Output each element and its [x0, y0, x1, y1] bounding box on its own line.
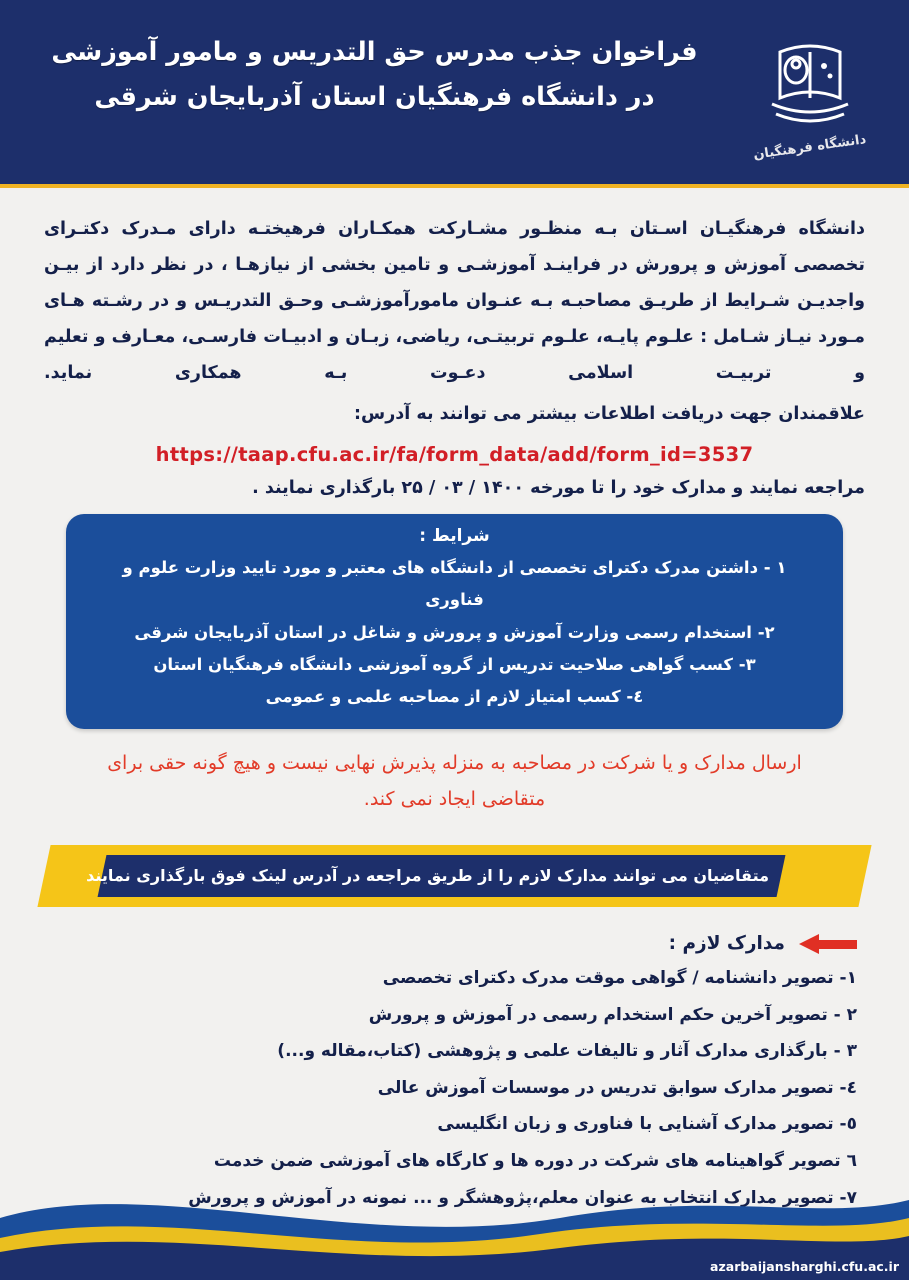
- list-item: ۳ - بارگذاری مدارک آثار و تالیفات علمی و پژوهشی (کتاب،مقاله و...): [277, 1041, 857, 1062]
- banner-text: متقاضیان می توانند مدارک لازم را از طریق مراجعه در آدرس لینک فوق بارگذاری نمایند: [86, 866, 769, 886]
- poster-header: [0, 0, 909, 188]
- condition-item: ۳- کسب گواهی صلاحیت تدریس از گروه آموزشی دانشگاه فرهنگیان استان: [153, 654, 756, 674]
- footer-website-url: azarbaijansharghi.cfu.ac.ir: [710, 1259, 899, 1274]
- required-documents-title: مدارک لازم :: [668, 933, 785, 955]
- intro-section: [44, 212, 865, 433]
- conditions-list: [92, 552, 817, 713]
- list-item: ٥- تصویر مدارک آشنایی با فناوری و زبان انگلیسی: [437, 1114, 857, 1135]
- conditions-box: [66, 514, 843, 729]
- condition-item: ۲- استخدام رسمی وزارت آموزش و پرورش و شاغل در استان آذربایجان شرقی: [134, 622, 775, 642]
- logo-caption: دانشگاه فرهنگیان: [752, 131, 868, 163]
- poster-footer: [0, 1160, 909, 1280]
- intro-paragraph-2: علاقمندان جهت دریافت اطلاعات بیشتر می توانند به آدرس:: [354, 404, 865, 425]
- registration-link[interactable]: https://taap.cfu.ac.ir/fa/form_data/add/form_id=3537: [155, 443, 754, 467]
- list-item: ٤- تصویر مدارک سوابق تدریس در موسسات آموزش عالی: [377, 1077, 857, 1098]
- farhangian-logo-icon: [758, 34, 862, 138]
- poster-title-line-2: در دانشگاه فرهنگیان استان آذربایجان شرقی: [94, 81, 655, 112]
- upload-banner: [44, 839, 865, 917]
- poster-body: [0, 188, 909, 917]
- conditions-title: شرایط :: [419, 526, 490, 547]
- list-item: ۲ - تصویر آخرین حکم استخدام رسمی در آموزش و پرورش: [368, 1004, 857, 1025]
- header-title-block: [26, 30, 723, 119]
- list-item: ۱- تصویر دانشنامه / گواهی موقت مدرک دکترای تخصصی: [382, 968, 857, 989]
- registration-link-row[interactable]: [44, 443, 865, 466]
- deadline-text: مراجعه نمایند و مدارک خود را تا مورخه ۱۴۰۰ / ۰۳ / ۲۵ بارگذاری نمایند .: [252, 478, 865, 499]
- disclaimer-notice: ارسال مدارک و یا شرکت در مصاحبه به منزله پذیرش نهایی نیست و هیچ گونه حقی برای متقاضی ایجاد نمی کند.: [107, 752, 802, 811]
- list-item: ٦ تصویر گواهینامه های شرکت در دوره ها و کارگاه های آموزشی ضمن خدمت: [213, 1151, 857, 1172]
- intro-paragraph-1: دانشگاه فرهنگیـان اسـتان بـه منظـور مشـارکت همکـاران فرهیختـه دارای مـدرک دکتـرای تخصصی آموزش و پرورش در فراینـد آموزشـی و تامین بخشی از نیازهـا ، در نظر دارد از بیـن واجدیـن شـرایط از طریـق مصاحبـه بـه عنـوان مامورآموزشـی وحـق التدریـس و در رشـته هـای مـورد نیـاز شـامل : علـوم پایـه، علـوم تربیتـی، ریاضی، زبـان و ادبیـات فارسـی، معـارف و تعلیم و تربیـت اسلامی دعـوت بـه همکاری نماید.: [44, 219, 865, 383]
- list-item: ۷- تصویر مدارک انتخاب به عنوان معلم،پژوهشگر و ... نمونه در آموزش و پرورش: [188, 1187, 857, 1208]
- left-arrow-icon: [799, 934, 857, 954]
- university-logo: [735, 14, 885, 174]
- poster-title-line-1: فراخوان جذب مدرس حق التدریس و مامور آموزشی: [51, 37, 698, 67]
- condition-item: ٤- کسب امتیاز لازم از مصاحبه علمی و عمومی: [265, 686, 644, 706]
- required-documents-header: [52, 933, 857, 954]
- condition-item: ۱ - داشتن مدرک دکترای تخصصی از دانشگاه های معتبر و مورد تایید وزارت علوم و فناوری: [122, 558, 787, 610]
